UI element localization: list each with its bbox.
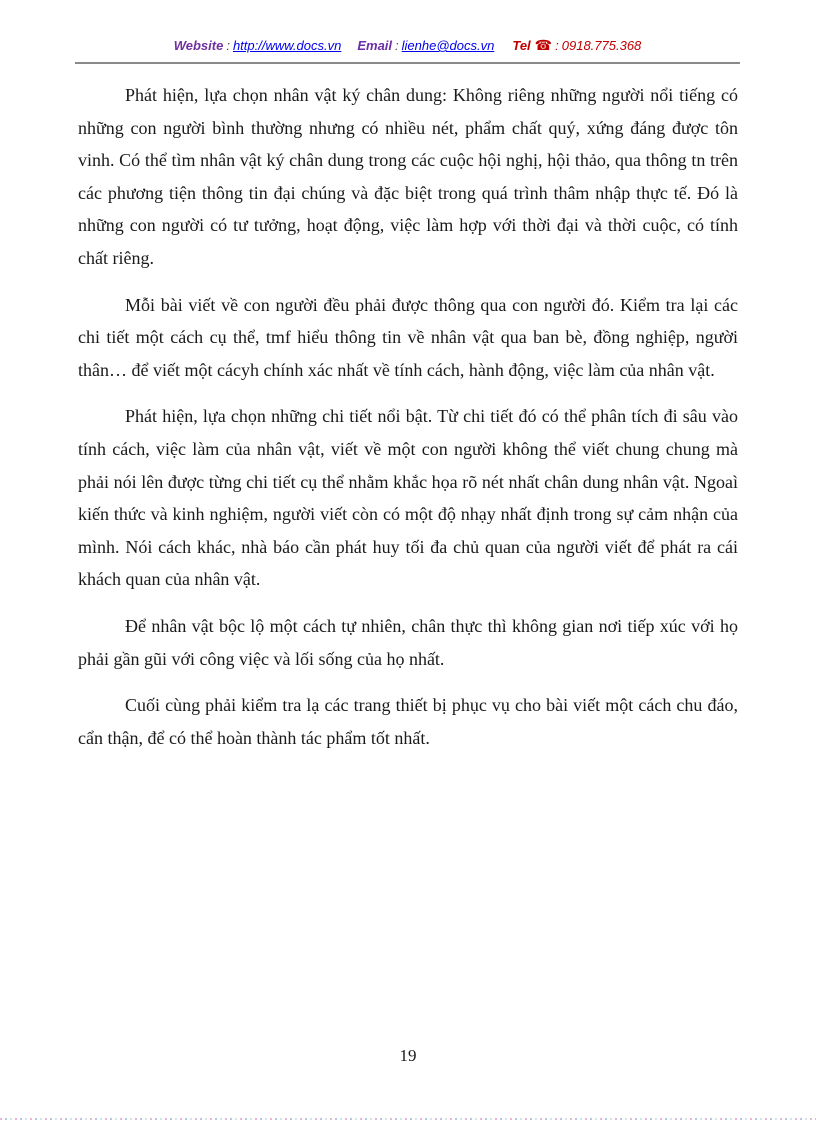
- tel-label: Tel: [512, 38, 531, 53]
- paragraph-2: Mỗi bài viết về con người đều phải được thông qua con người đó. Kiểm tra lại các chi tiết một cách cụ thể, tmf hiểu thông tin về nhân vật qua ban bè, đồng nghiệp, người thân… để viết một cácyh chính xác nhất về tính cách, hành động, việc làm của nhân vật.: [78, 294, 738, 380]
- tel-separator: :: [555, 38, 559, 53]
- page-number: 19: [399, 1046, 417, 1065]
- website-label: Website: [173, 38, 224, 53]
- page-header: [75, 36, 740, 64]
- phone-icon: ☎: [534, 37, 553, 53]
- email-address-link[interactable]: lienhe@docs.vn: [401, 38, 495, 53]
- website-url-link[interactable]: http://www.docs.vn: [232, 38, 342, 53]
- document-body: [78, 79, 738, 768]
- email-separator: :: [395, 38, 399, 53]
- paragraph-1: Phát hiện, lựa chọn nhân vật ký chân dung: Không riêng những người nổi tiếng có những con người bình thường nhưng có nhiều nét, phẩm chất quý, xứng đáng được tôn vinh. Có thể tìm nhân vật ký chân dung trong các cuộc hội nghị, hội thảo, qua thông tn trên các phương tiện thông tin đại chúng và đặc biệt trong quá trình thâm nhập thực tế. Đó là những con người có tư tưởng, hoạt động, việc làm hợp với thời đại và thời cuộc, có tính chất riêng.: [78, 85, 738, 268]
- paragraph-4: Để nhân vật bộc lộ một cách tự nhiên, chân thực thì không gian nơi tiếp xúc với họ phải gần gũi với công việc và lối sống của họ nhất.: [78, 615, 738, 669]
- website-separator: :: [226, 38, 230, 53]
- paragraph-3: Phát hiện, lựa chọn những chi tiết nổi bật. Từ chi tiết đó có thể phân tích đi sâu vào tính cách, việc làm của nhân vật, viết về một con người không thể viết chung chung mà phải nói lên được từng chi tiết cụ thể nhằm khắc họa rõ nét nhất chân dung nhân vật. Ngoaì kiến thức và kinh nghiệm, người viết còn có một độ nhạy nhất định trong sự cảm nhận của mình. Nói cách khác, nhà báo cần phát huy tối đa chủ quan của người viết để phát ra cái khách quan của nhân vật.: [78, 406, 738, 590]
- page-bottom-border: [0, 1118, 816, 1120]
- tel-number: 0918.775.368: [561, 38, 642, 53]
- email-label: Email: [357, 38, 393, 53]
- paragraph-5: Cuối cùng phải kiểm tra lạ các trang thiết bị phục vụ cho bài viết một cách chu đáo, cẩn thận, để có thể hoàn thành tác phẩm tốt nhất.: [78, 695, 738, 748]
